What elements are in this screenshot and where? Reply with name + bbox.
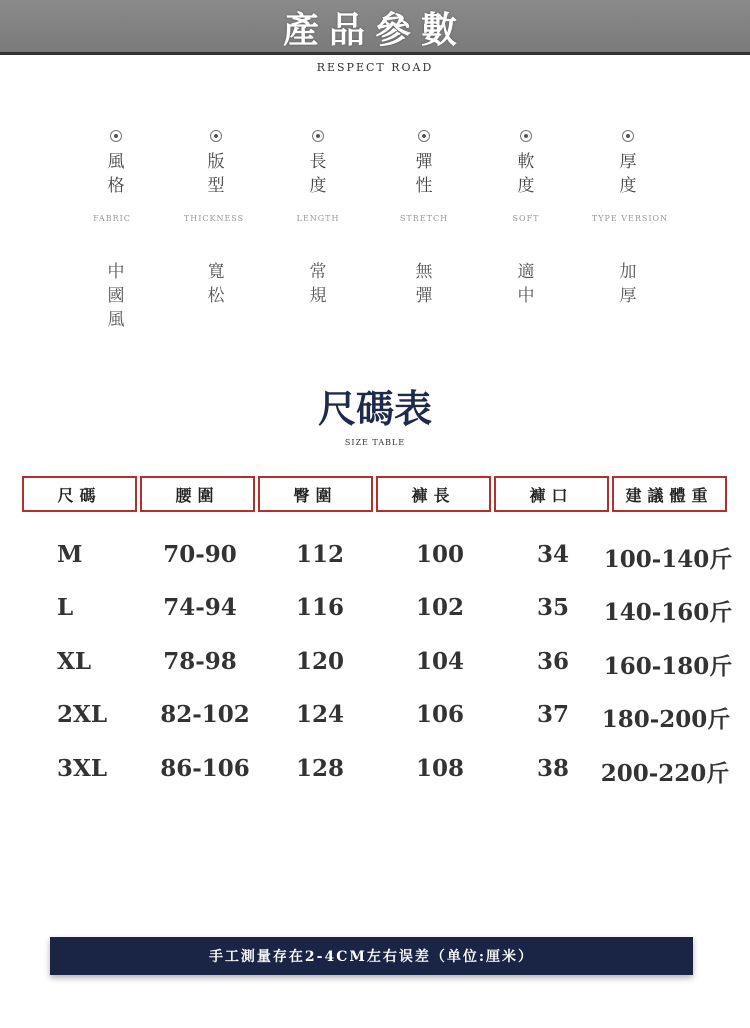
- param-label-length: 長度: [309, 152, 327, 196]
- bullet-icon: [210, 130, 222, 142]
- table-cell-hip: 120: [295, 648, 345, 675]
- param-label-fit: 版型: [207, 152, 225, 196]
- bullet-icon: [418, 130, 430, 142]
- param-label-thickness: 厚度: [619, 152, 637, 196]
- header-cell-size: 尺碼: [22, 476, 137, 512]
- table-cell-weight: 140-160斤: [603, 599, 733, 626]
- table-cell-size: L: [57, 594, 74, 621]
- param-value-thickness: 加厚: [619, 262, 637, 306]
- table-cell-hip: 128: [295, 755, 345, 782]
- param-en-fit: THICKNESS: [183, 214, 245, 223]
- param-en-style: FABRIC: [93, 214, 131, 223]
- header-cell-weight: 建議體重: [612, 476, 727, 512]
- header-cell-hip: 臀圍: [258, 476, 373, 512]
- table-cell-size: XL: [57, 648, 92, 675]
- param-en-length: LENGTH: [296, 214, 340, 223]
- size-table-title: 尺碼表: [317, 386, 432, 431]
- table-cell-size: 3XL: [57, 755, 108, 782]
- bullet-icon: [622, 130, 634, 142]
- param-value-stretch: 無彈: [415, 262, 433, 306]
- page-subtitle: RESPECT ROAD: [316, 61, 434, 74]
- param-label-softness: 軟度: [517, 152, 535, 196]
- page-title: 產品參數: [282, 9, 467, 51]
- table-cell-weight: 160-180斤: [603, 653, 733, 680]
- table-cell-hip: 116: [295, 594, 345, 621]
- bullet-icon: [312, 130, 324, 142]
- table-cell-hip: 112: [295, 541, 345, 568]
- table-cell-length: 108: [415, 755, 465, 782]
- table-cell-opening: 36: [536, 648, 570, 675]
- param-value-style: 中國風: [107, 262, 125, 330]
- param-en-softness: SOFT: [512, 214, 540, 223]
- table-cell-length: 106: [415, 701, 465, 728]
- table-cell-length: 102: [415, 594, 465, 621]
- param-value-fit: 寬松: [207, 262, 225, 306]
- table-cell-opening: 38: [536, 755, 570, 782]
- param-label-style: 風格: [107, 152, 125, 196]
- header-cell-leg-opening: 褲口: [494, 476, 609, 512]
- table-cell-size: 2XL: [57, 701, 108, 728]
- table-cell-size: M: [57, 541, 83, 568]
- table-cell-waist: 78-98: [163, 648, 237, 675]
- table-cell-weight: 100-140斤: [603, 546, 733, 573]
- table-cell-weight: 180-200斤: [601, 706, 731, 733]
- param-value-softness: 適中: [517, 262, 535, 306]
- table-cell-opening: 35: [536, 594, 570, 621]
- table-cell-opening: 34: [536, 541, 570, 568]
- table-cell-weight: 200-220斤: [600, 760, 730, 787]
- param-en-thickness: TYPE VERSION: [591, 214, 669, 223]
- table-cell-waist: 86-106: [160, 755, 250, 782]
- param-value-length: 常規: [309, 262, 327, 306]
- measurement-note: 手工測量存在2-4CM左右误差（单位:厘米）: [208, 949, 535, 965]
- measurement-note-bar: [50, 937, 693, 975]
- bullet-icon: [110, 130, 122, 142]
- table-cell-length: 100: [415, 541, 465, 568]
- size-table-subtitle: SIZE TABLE: [344, 438, 406, 447]
- table-cell-length: 104: [415, 648, 465, 675]
- table-cell-waist: 74-94: [163, 594, 237, 621]
- param-label-stretch: 彈性: [415, 152, 433, 196]
- bullet-icon: [520, 130, 532, 142]
- table-cell-waist: 82-102: [160, 701, 250, 728]
- header-cell-waist: 腰圍: [140, 476, 255, 512]
- header-cell-pants-length: 褲長: [376, 476, 491, 512]
- param-en-stretch: STRETCH: [399, 214, 449, 223]
- table-cell-hip: 124: [295, 701, 345, 728]
- table-cell-opening: 37: [536, 701, 570, 728]
- header-band: [0, 0, 750, 55]
- table-cell-waist: 70-90: [163, 541, 237, 568]
